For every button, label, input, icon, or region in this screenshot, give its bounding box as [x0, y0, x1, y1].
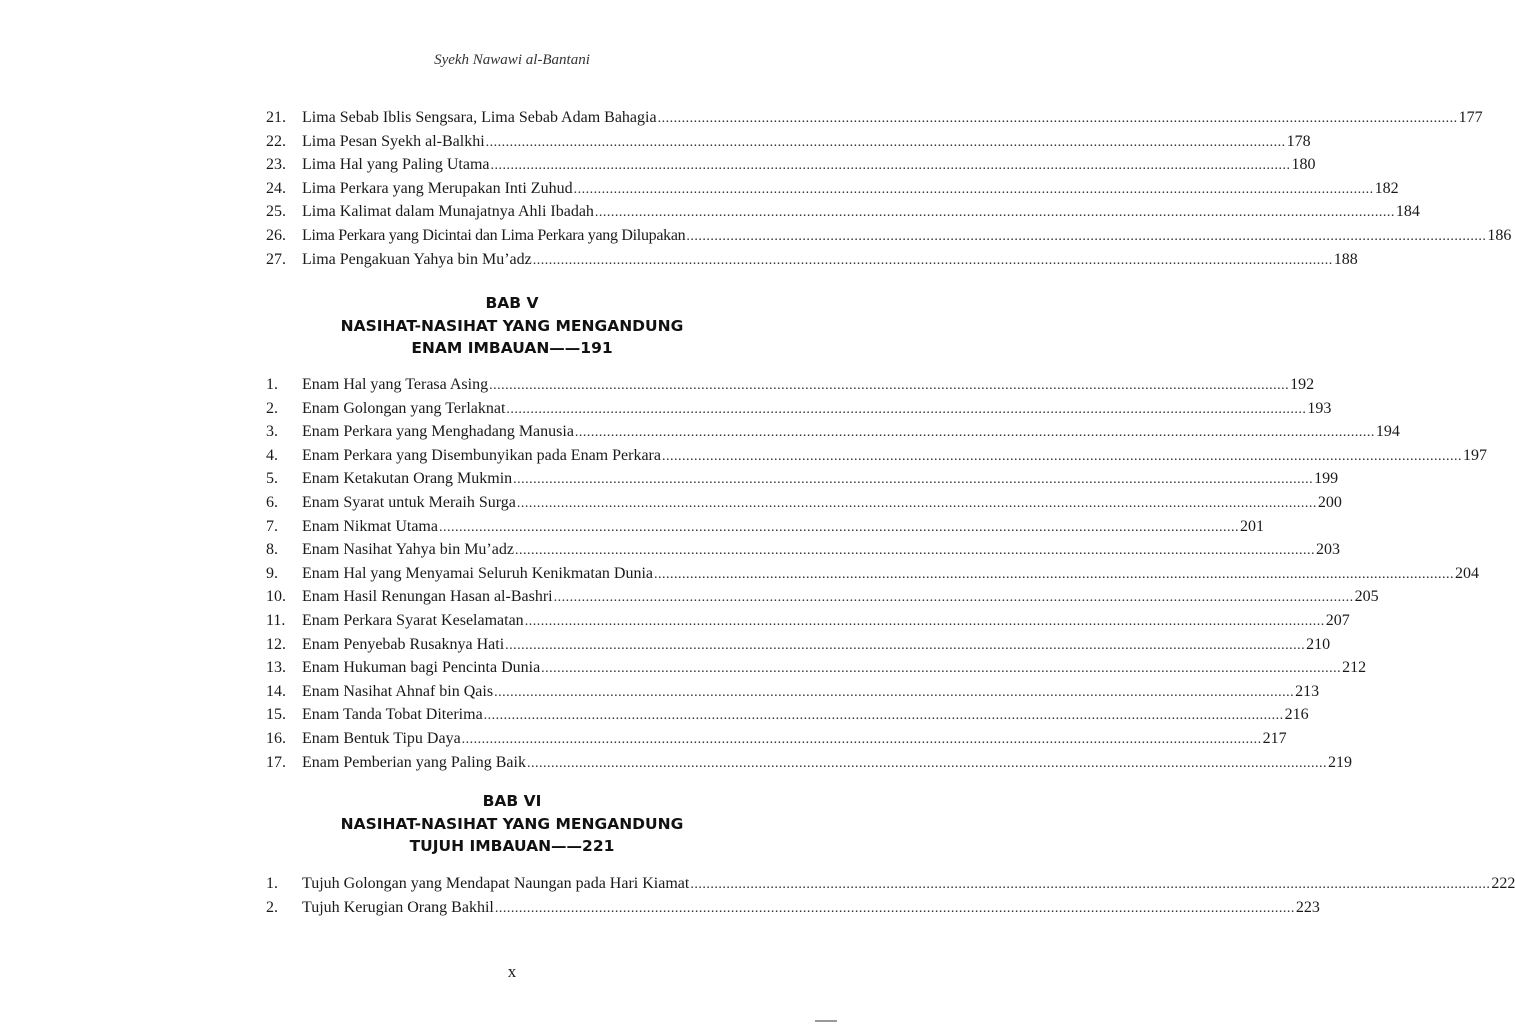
toc-entry-number: 1.: [266, 376, 278, 393]
toc-entry-number: 7.: [266, 517, 278, 535]
toc-entry-page: 180: [1291, 156, 1316, 174]
toc-entry-page: 217: [1262, 729, 1287, 747]
toc-entry[interactable]: [266, 515, 1264, 539]
toc-leader: ........................................................................................................................................................................................................: [494, 900, 1295, 916]
toc-entry-title: Enam Perkara yang Disembunyikan pada Enam Perkara: [302, 446, 661, 464]
toc-entry-number: 27.: [266, 250, 286, 268]
toc-entry[interactable]: [266, 633, 1331, 657]
toc-entry-page: 201: [1239, 517, 1264, 535]
toc-entry[interactable]: [266, 130, 1311, 154]
toc-entry-page: 203: [1315, 541, 1340, 559]
toc-entry[interactable]: [266, 656, 1367, 680]
toc-entry-number: 13.: [266, 659, 286, 677]
toc-entry-number: 1.: [266, 875, 278, 892]
toc-leader: ........................................................................................................................................................................................................: [516, 495, 1317, 511]
toc-list-bab-vi: [266, 872, 1515, 919]
toc-entry[interactable]: [266, 872, 1515, 896]
toc-entry[interactable]: [266, 896, 1320, 920]
toc-entry[interactable]: [266, 444, 1487, 468]
toc-list-bab-v: [266, 373, 1487, 774]
toc-entry-page: 205: [1354, 588, 1379, 606]
chapter-title-line: NASIHAT-NASIHAT YANG MENGANDUNG: [340, 814, 684, 833]
toc-entry-page: 199: [1314, 470, 1339, 488]
toc-entry-title: Tujuh Kerugian Orang Bakhil: [302, 898, 494, 916]
toc-leader: ........................................................................................................................................................................................................: [438, 519, 1239, 535]
toc-entry[interactable]: [266, 585, 1379, 609]
chapter-heading-bab-v: [0, 292, 1024, 360]
toc-entry-title: Enam Nasihat Yahya bin Mu’adz: [302, 541, 514, 559]
toc-leader: ........................................................................................................................................................................................................: [686, 228, 1487, 244]
toc-leader: ........................................................................................................................................................................................................: [594, 205, 1395, 221]
toc-entry[interactable]: [266, 491, 1342, 515]
scan-edge-mark: [815, 1020, 837, 1022]
toc-entry-title: Lima Pengakuan Yahya bin Mu’adz: [302, 250, 532, 268]
toc-entry-page: 213: [1295, 682, 1320, 700]
toc-entry-page: 184: [1395, 203, 1420, 221]
toc-entry-title: Enam Perkara yang Menghadang Manusia: [302, 423, 574, 441]
toc-leader: ........................................................................................................................................................................................................: [532, 252, 1333, 268]
toc-entry-number: 25.: [266, 203, 286, 221]
toc-leader: ........................................................................................................................................................................................................: [553, 590, 1354, 606]
toc-leader: ........................................................................................................................................................................................................: [505, 637, 1306, 653]
toc-entry-title: Tujuh Golongan yang Mendapat Naungan pada Hari Kiamat: [302, 875, 690, 892]
toc-entry-page: 193: [1307, 399, 1332, 417]
toc-entry-number: 6.: [266, 493, 278, 511]
toc-entry-page: 178: [1286, 132, 1311, 150]
toc-entry-title: Enam Nikmat Utama: [302, 517, 438, 535]
toc-entry-page: 216: [1284, 706, 1309, 724]
toc-entry-page: 204: [1455, 564, 1480, 582]
toc-leader: ........................................................................................................................................................................................................: [690, 877, 1491, 892]
toc-entry-number: 16.: [266, 729, 286, 747]
toc-leader: ........................................................................................................................................................................................................: [526, 755, 1327, 771]
toc-entry-page: 207: [1325, 611, 1350, 629]
toc-entry-page: 186: [1487, 226, 1512, 244]
toc-entry-title: Enam Pemberian yang Paling Baik: [302, 753, 526, 771]
toc-entry[interactable]: [266, 153, 1316, 177]
toc-list-continued: [266, 106, 1512, 271]
toc-entry[interactable]: [266, 703, 1309, 727]
toc-entry-page: 210: [1306, 635, 1331, 653]
toc-entry[interactable]: [266, 420, 1400, 444]
toc-entry-number: 8.: [266, 541, 278, 559]
toc-entry-number: 2.: [266, 399, 278, 417]
toc-entry-number: 23.: [266, 156, 286, 174]
toc-entry-title: Enam Hukuman bagi Pencinta Dunia: [302, 659, 541, 677]
toc-leader: ........................................................................................................................................................................................................: [490, 158, 1291, 174]
toc-entry-page: 200: [1317, 493, 1342, 511]
toc-leader: ........................................................................................................................................................................................................: [574, 425, 1375, 441]
toc-entry-title: Enam Ketakutan Orang Mukmin: [302, 470, 513, 488]
toc-entry[interactable]: [266, 467, 1339, 491]
toc-entry-title: Enam Golongan yang Terlaknat: [302, 399, 506, 417]
toc-entry-number: 10.: [266, 588, 286, 606]
toc-entry[interactable]: [266, 224, 1512, 248]
toc-entry-title: Enam Tanda Tobat Diterima: [302, 706, 483, 724]
toc-leader: ........................................................................................................................................................................................................: [661, 448, 1462, 464]
toc-leader: ........................................................................................................................................................................................................: [513, 472, 1314, 488]
chapter-label: BAB V: [485, 294, 539, 312]
toc-entry-number: 4.: [266, 446, 278, 464]
toc-entry[interactable]: [266, 680, 1320, 704]
chapter-title-line: NASIHAT-NASIHAT YANG MENGANDUNG: [340, 316, 684, 335]
toc-entry-page: 212: [1342, 659, 1367, 677]
toc-entry-number: 21.: [266, 109, 286, 126]
toc-entry[interactable]: [266, 397, 1332, 421]
toc-entry[interactable]: [266, 538, 1340, 562]
toc-entry-number: 12.: [266, 635, 286, 653]
toc-entry-page: 194: [1375, 423, 1400, 441]
toc-entry-number: 2.: [266, 898, 278, 916]
toc-leader: ........................................................................................................................................................................................................: [573, 181, 1374, 197]
toc-leader: ........................................................................................................................................................................................................: [524, 613, 1325, 629]
toc-entry[interactable]: [266, 562, 1480, 586]
toc-entry-title: Enam Syarat untuk Meraih Surga: [302, 493, 516, 511]
toc-entry-page: 188: [1333, 250, 1358, 268]
toc-entry[interactable]: [266, 248, 1358, 272]
toc-entry-title: Enam Penyebab Rusaknya Hati: [302, 635, 505, 653]
chapter-heading-bab-vi: [0, 790, 1024, 858]
toc-entry-title: Lima Pesan Syekh al-Balkhi: [302, 132, 485, 150]
toc-leader: ........................................................................................................................................................................................................: [485, 134, 1286, 150]
toc-entry-page: 219: [1327, 753, 1352, 771]
toc-entry-number: 9.: [266, 564, 278, 582]
toc-entry[interactable]: [266, 200, 1420, 224]
toc-entry[interactable]: [266, 727, 1287, 751]
page-number: x: [507, 962, 517, 981]
toc-leader: ........................................................................................................................................................................................................: [541, 661, 1342, 677]
toc-entry[interactable]: [266, 373, 1315, 397]
running-header: Syekh Nawawi al-Bantani: [434, 52, 590, 68]
toc-entry-number: 11.: [266, 611, 286, 629]
toc-entry-title: Lima Kalimat dalam Munajatnya Ahli Ibadah: [302, 203, 594, 221]
toc-entry-number: 22.: [266, 132, 286, 150]
toc-entry-title: Enam Hal yang Terasa Asing: [302, 376, 489, 393]
toc-entry-title: Enam Hal yang Menyamai Seluruh Kenikmatan Dunia: [302, 564, 654, 582]
toc-entry-page: 177: [1458, 109, 1483, 126]
toc-entry-number: 26.: [266, 226, 286, 244]
toc-entry-title: Enam Bentuk Tipu Daya: [302, 729, 461, 747]
toc-entry-title: Enam Nasihat Ahnaf bin Qais: [302, 682, 494, 700]
toc-entry-number: 24.: [266, 179, 286, 197]
toc-entry-number: 14.: [266, 682, 286, 700]
toc-leader: ........................................................................................................................................................................................................: [489, 378, 1290, 393]
toc-entry-title: Lima Perkara yang Dicintai dan Lima Perkara yang Dilupakan: [302, 226, 686, 244]
toc-entry-title: Enam Perkara Syarat Keselamatan: [302, 611, 524, 629]
toc-entry-number: 3.: [266, 423, 278, 441]
toc-entry[interactable]: [266, 106, 1483, 130]
toc-entry-title: Enam Hasil Renungan Hasan al-Bashri: [302, 588, 553, 606]
toc-entry-title: Lima Hal yang Paling Utama: [302, 156, 490, 174]
toc-leader: ........................................................................................................................................................................................................: [483, 708, 1284, 724]
toc-entry-number: 5.: [266, 470, 278, 488]
toc-entry-number: 17.: [266, 753, 286, 771]
toc-leader: ........................................................................................................................................................................................................: [654, 566, 1455, 582]
toc-entry-number: 15.: [266, 706, 286, 724]
toc-entry[interactable]: [266, 177, 1399, 201]
chapter-label: BAB VI: [482, 792, 542, 810]
toc-leader: ........................................................................................................................................................................................................: [657, 111, 1458, 126]
toc-entry-page: 197: [1462, 446, 1487, 464]
toc-entry-page: 182: [1374, 179, 1399, 197]
toc-entry-page: 223: [1295, 898, 1320, 916]
chapter-title-line: TUJUH IMBAUAN——221: [409, 837, 615, 855]
toc-leader: ........................................................................................................................................................................................................: [461, 731, 1262, 747]
toc-leader: ........................................................................................................................................................................................................: [506, 401, 1307, 417]
toc-leader: ........................................................................................................................................................................................................: [514, 543, 1315, 559]
toc-leader: ........................................................................................................................................................................................................: [494, 684, 1295, 700]
toc-entry[interactable]: [266, 609, 1350, 633]
toc-entry-title: Lima Sebab Iblis Sengsara, Lima Sebab Adam Bahagia: [302, 109, 657, 126]
toc-entry[interactable]: [266, 751, 1352, 775]
toc-entry-page: 192: [1290, 376, 1315, 393]
toc-entry-title: Lima Perkara yang Merupakan Inti Zuhud: [302, 179, 573, 197]
chapter-title-line: ENAM IMBAUAN——191: [411, 339, 613, 357]
toc-entry-page: 222: [1491, 875, 1515, 892]
